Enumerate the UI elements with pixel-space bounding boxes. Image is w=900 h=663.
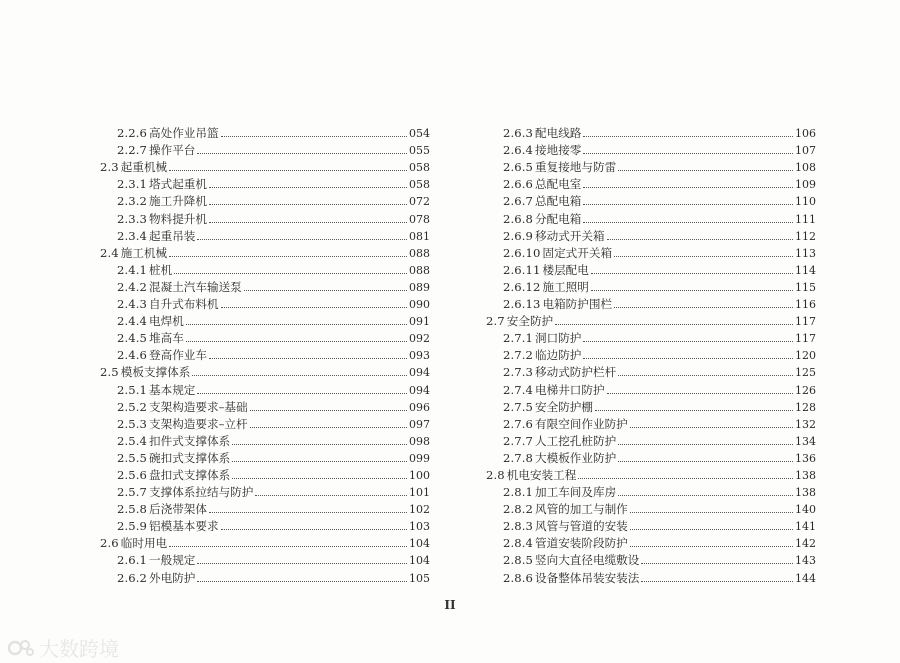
toc-entry-number: 2.2.7 [117, 143, 147, 158]
toc-entry-page: 138 [795, 486, 816, 500]
toc-entry-page: 110 [795, 195, 816, 209]
toc-subsection-entry [486, 278, 816, 295]
toc-dot-leader [232, 444, 407, 445]
toc-entry-number: 2.7.7 [503, 433, 533, 448]
toc-subsection-entry [486, 500, 816, 517]
toc-entry-title: 配电线路 [535, 126, 582, 141]
toc-subsection-entry [100, 568, 430, 585]
toc-entry-title: 碗扣式支撑体系 [149, 450, 231, 465]
toc-entry-page: 106 [795, 127, 816, 141]
toc-entry-page: 078 [409, 212, 430, 226]
toc-dot-leader [250, 427, 407, 428]
page-number: II [444, 598, 456, 612]
toc-entry-number: 2.5.3 [117, 416, 147, 431]
toc-dot-leader [630, 546, 793, 547]
toc-entry-title: 支撑体系拉结与防护 [149, 485, 254, 500]
toc-entry-title: 电梯井口防护 [535, 382, 605, 397]
toc-entry-page: 128 [795, 400, 816, 414]
toc-entry-title: 风管与管道的安装 [535, 519, 628, 534]
toc-section-entry [100, 158, 430, 175]
toc-entry-number: 2.6.10 [503, 245, 541, 260]
toc-dot-leader [232, 461, 407, 462]
toc-entry-number: 2.5.9 [117, 519, 147, 534]
toc-entry-page: 088 [409, 263, 430, 277]
toc-subsection-entry [100, 175, 430, 192]
toc-entry-title: 移动式防护栏杆 [535, 365, 617, 380]
toc-entry-number: 2.6.5 [503, 160, 533, 175]
toc-entry-page: 058 [409, 161, 430, 175]
toc-entry-number: 2.6.2 [117, 570, 147, 585]
toc-dot-leader [174, 273, 407, 274]
toc-subsection-entry [486, 449, 816, 466]
toc-section-entry [100, 244, 430, 261]
toc-entry-number: 2.3.4 [117, 228, 147, 243]
toc-subsection-entry [100, 432, 430, 449]
toc-entry-page: 096 [409, 400, 430, 414]
toc-entry-number: 2.4.6 [117, 348, 147, 363]
watermark [7, 633, 119, 662]
toc-entry-number: 2.5.7 [117, 485, 147, 500]
toc-entry-page: 112 [795, 229, 816, 243]
toc-entry-page: 090 [409, 298, 430, 312]
toc-dot-leader [607, 393, 793, 394]
toc-subsection-entry [100, 483, 430, 500]
toc-entry-page: 115 [795, 280, 816, 294]
toc-entry-title: 电箱防护围栏 [542, 297, 613, 312]
toc-entry-page: 141 [795, 520, 816, 534]
toc-subsection-entry [486, 346, 816, 363]
toc-entry-title: 临时用电 [120, 536, 168, 551]
toc-entry-title: 塔式起重机 [149, 177, 207, 192]
toc-entry-number: 2.7.8 [503, 450, 533, 465]
toc-entry-title: 操作平台 [149, 143, 196, 158]
toc-subsection-entry [486, 124, 816, 141]
toc-dot-leader [244, 290, 407, 291]
toc-subsection-entry [486, 398, 816, 415]
toc-dot-leader [618, 375, 793, 376]
toc-subsection-entry [100, 329, 430, 346]
toc-entry-title: 施工机械 [120, 245, 168, 260]
toc-entry-title: 施工升降机 [149, 194, 207, 209]
toc-entry-title: 起重吊装 [149, 228, 196, 243]
toc-entry-page: 093 [409, 349, 430, 363]
toc-entry-title: 接地接零 [535, 143, 582, 158]
toc-subsection-entry [486, 227, 816, 244]
toc-dot-leader [583, 187, 793, 188]
toc-entry-number: 2.6.1 [117, 553, 147, 568]
toc-subsection-entry [100, 192, 430, 209]
toc-entry-title: 混凝土汽车输送泵 [149, 279, 242, 294]
toc-dot-leader [583, 153, 793, 154]
toc-entry-number: 2.6.11 [503, 262, 541, 277]
toc-entry-number: 2.5.4 [117, 433, 147, 448]
toc-entry-page: 134 [795, 434, 816, 448]
toc-dot-leader [583, 222, 793, 223]
toc-entry-number: 2.4 [100, 245, 119, 260]
toc-dot-leader [197, 153, 407, 154]
toc-subsection-entry [486, 551, 816, 568]
toc-entry-page: 103 [409, 520, 430, 534]
toc-entry-title: 支架构造要求–基础 [149, 399, 248, 414]
toc-dot-leader [255, 495, 407, 496]
toc-dot-leader [591, 273, 793, 274]
toc-entry-page: 120 [795, 349, 816, 363]
toc-subsection-entry [486, 261, 816, 278]
toc-entry-title: 风管的加工与制作 [535, 502, 628, 517]
toc-entry-number: 2.2.6 [117, 126, 147, 141]
toc-entry-page: 125 [795, 366, 816, 380]
toc-subsection-entry [486, 192, 816, 209]
toc-entry-page: 058 [409, 178, 430, 192]
toc-entry-title: 安全防护棚 [535, 399, 593, 414]
toc-entry-number: 2.4.3 [117, 297, 147, 312]
toc-entry-title: 物料提升机 [149, 211, 207, 226]
toc-entry-title: 总配电箱 [535, 194, 582, 209]
toc-entry-title: 电焊机 [149, 314, 184, 329]
toc-entry-number: 2.8.4 [503, 536, 533, 551]
toc-dot-leader [583, 341, 793, 342]
toc-section-entry [100, 534, 430, 551]
toc-dot-leader [583, 136, 793, 137]
toc-entry-title: 大模板作业防护 [535, 450, 617, 465]
toc-entry-page: 140 [795, 503, 816, 517]
toc-entry-page: 104 [409, 537, 430, 551]
toc-entry-page: 088 [409, 246, 430, 260]
toc-dot-leader [169, 546, 407, 547]
toc-entry-title: 固定式开关箱 [542, 245, 613, 260]
toc-entry-page: 114 [795, 263, 816, 277]
toc-entry-number: 2.6.13 [503, 297, 541, 312]
toc-dot-leader [192, 375, 407, 376]
toc-left-column [100, 124, 430, 586]
toc-entry-number: 2.6 [100, 536, 119, 551]
toc-dot-leader [591, 290, 793, 291]
toc-subsection-entry [100, 415, 430, 432]
toc-entry-title: 起重机械 [120, 160, 168, 175]
toc-dot-leader [641, 563, 793, 564]
toc-entry-title: 竖向大直径电缆敷设 [535, 553, 640, 568]
toc-entry-title: 桩机 [149, 262, 173, 277]
toc-subsection-entry [100, 124, 430, 141]
toc-entry-number: 2.8.1 [503, 485, 533, 500]
toc-entry-title: 一般规定 [149, 553, 196, 568]
toc-entry-title: 临边防护 [535, 348, 582, 363]
toc-dot-leader [169, 170, 407, 171]
toc-subsection-entry [100, 209, 430, 226]
toc-subsection-entry [486, 209, 816, 226]
toc-entry-number: 2.7.5 [503, 399, 533, 414]
toc-dot-leader [618, 461, 793, 462]
toc-dot-leader [197, 581, 407, 582]
toc-entry-title: 自升式布料机 [149, 297, 219, 312]
toc-entry-title: 楼层配电 [542, 262, 589, 277]
toc-dot-leader [250, 410, 407, 411]
toc-entry-title: 外电防护 [149, 570, 196, 585]
toc-dot-leader [221, 136, 407, 137]
toc-entry-page: 143 [795, 554, 816, 568]
toc-entry-title: 有限空间作业防护 [535, 416, 628, 431]
toc-entry-page: 097 [409, 417, 430, 431]
toc-dot-leader [209, 358, 407, 359]
toc-entry-title: 重复接地与防雷 [535, 160, 617, 175]
toc-dot-leader [209, 187, 407, 188]
toc-entry-title: 加工车间及库房 [535, 485, 617, 500]
toc-dot-leader [209, 204, 407, 205]
toc-entry-number: 2.8.5 [503, 553, 533, 568]
toc-entry-page: 116 [795, 298, 816, 312]
toc-dot-leader [197, 393, 407, 394]
toc-entry-title: 高处作业吊篮 [149, 126, 219, 141]
toc-entry-number: 2.5.5 [117, 450, 147, 465]
toc-subsection-entry [100, 449, 430, 466]
toc-dot-leader [595, 410, 793, 411]
toc-entry-title: 机电安装工程 [506, 467, 577, 482]
toc-subsection-entry [486, 517, 816, 534]
toc-entry-number: 2.3.3 [117, 211, 147, 226]
toc-entry-page: 098 [409, 434, 430, 448]
toc-subsection-entry [486, 380, 816, 397]
toc-subsection-entry [100, 551, 430, 568]
toc-entry-page: 104 [409, 554, 430, 568]
toc-dot-leader [232, 478, 407, 479]
toc-entry-number: 2.8.2 [503, 502, 533, 517]
toc-entry-page: 099 [409, 451, 430, 465]
toc-entry-number: 2.6.4 [503, 143, 533, 158]
toc-entry-number: 2.4.2 [117, 279, 147, 294]
toc-dot-leader [630, 512, 793, 513]
toc-entry-number: 2.6.6 [503, 177, 533, 192]
toc-subsection-entry [486, 568, 816, 585]
toc-entry-title: 扣件式支撑体系 [149, 433, 231, 448]
toc-subsection-entry [100, 227, 430, 244]
toc-entry-number: 2.4.4 [117, 314, 147, 329]
toc-entry-title: 管道安装阶段防护 [535, 536, 628, 551]
toc-dot-leader [578, 478, 793, 479]
toc-entry-page: 126 [795, 383, 816, 397]
toc-entry-title: 分配电箱 [535, 211, 582, 226]
toc-entry-title: 设备整体吊装安装法 [535, 570, 640, 585]
toc-subsection-entry [100, 278, 430, 295]
toc-subsection-entry [100, 398, 430, 415]
toc-entry-number: 2.4.5 [117, 331, 147, 346]
toc-entry-number: 2.7.3 [503, 365, 533, 380]
toc-entry-page: 094 [409, 366, 430, 380]
toc-entry-page: 108 [795, 161, 816, 175]
toc-dot-leader [221, 529, 407, 530]
toc-entry-number: 2.7.2 [503, 348, 533, 363]
toc-entry-title: 盘扣式支撑体系 [149, 467, 231, 482]
toc-entry-page: 117 [795, 315, 816, 329]
toc-section-entry [100, 363, 430, 380]
toc-entry-page: 105 [409, 571, 430, 585]
toc-entry-number: 2.6.7 [503, 194, 533, 209]
toc-subsection-entry [486, 244, 816, 261]
toc-section-entry [486, 466, 816, 483]
toc-subsection-entry [486, 158, 816, 175]
toc-entry-page: 091 [409, 315, 430, 329]
toc-dot-leader [630, 529, 793, 530]
toc-entry-number: 2.5.2 [117, 399, 147, 414]
toc-entry-number: 2.8 [486, 467, 505, 482]
toc-subsection-entry [100, 346, 430, 363]
toc-entry-number: 2.4.1 [117, 262, 147, 277]
toc-right-column [486, 124, 816, 586]
toc-subsection-entry [486, 534, 816, 551]
toc-entry-page: 101 [409, 486, 430, 500]
toc-subsection-entry [100, 517, 430, 534]
toc-entry-number: 2.3 [100, 160, 119, 175]
toc-entry-title: 人工挖孔桩防护 [535, 433, 617, 448]
toc-entry-number: 2.6.8 [503, 211, 533, 226]
toc-dot-leader [618, 170, 793, 171]
toc-dot-leader [197, 563, 407, 564]
toc-dot-leader [641, 581, 793, 582]
toc-subsection-entry [100, 261, 430, 278]
toc-entry-page: 111 [795, 212, 816, 226]
toc-entry-title: 安全防护 [506, 314, 554, 329]
toc-subsection-entry [486, 295, 816, 312]
toc-entry-number: 2.7 [486, 314, 505, 329]
toc-entry-page: 136 [795, 451, 816, 465]
toc-entry-title: 后浇带架体 [149, 502, 207, 517]
toc-dot-leader [555, 324, 793, 325]
toc-entry-number: 2.7.6 [503, 416, 533, 431]
toc-dot-leader [614, 256, 793, 257]
toc-subsection-entry [100, 295, 430, 312]
toc-dot-leader [221, 307, 407, 308]
toc-entry-title: 铝模基本要求 [149, 519, 219, 534]
toc-subsection-entry [486, 415, 816, 432]
toc-subsection-entry [100, 141, 430, 158]
toc-entry-number: 2.5.1 [117, 382, 147, 397]
toc-entry-number: 2.8.6 [503, 570, 533, 585]
toc-dot-leader [618, 495, 793, 496]
toc-subsection-entry [486, 329, 816, 346]
toc-entry-page: 109 [795, 178, 816, 192]
toc-dot-leader [614, 307, 793, 308]
toc-entry-page: 144 [795, 571, 816, 585]
toc-subsection-entry [486, 432, 816, 449]
toc-entry-page: 100 [409, 468, 430, 482]
toc-subsection-entry [100, 500, 430, 517]
toc-entry-number: 2.3.2 [117, 194, 147, 209]
toc-entry-page: 054 [409, 127, 430, 141]
toc-dot-leader [186, 324, 407, 325]
toc-entry-number: 2.8.3 [503, 519, 533, 534]
toc-dot-leader [630, 427, 793, 428]
toc-subsection-entry [100, 380, 430, 397]
toc-subsection-entry [100, 312, 430, 329]
toc-dot-leader [209, 512, 407, 513]
toc-entry-number: 2.5.8 [117, 502, 147, 517]
toc-entry-number: 2.6.9 [503, 228, 533, 243]
toc-entry-page: 117 [795, 332, 816, 346]
toc-entry-page: 094 [409, 383, 430, 397]
toc-entry-page: 113 [795, 246, 816, 260]
toc-entry-number: 2.5 [100, 365, 119, 380]
watermark-text: 大数跨境 [39, 637, 119, 661]
toc-entry-title: 登高作业车 [149, 348, 207, 363]
toc-entry-page: 089 [409, 280, 430, 294]
toc-entry-title: 支架构造要求–立杆 [149, 416, 248, 431]
toc-entry-title: 总配电室 [535, 177, 582, 192]
toc-entry-title: 洞口防护 [535, 331, 582, 346]
toc-entry-page: 142 [795, 537, 816, 551]
toc-entry-page: 081 [409, 229, 430, 243]
toc-entry-number: 2.3.1 [117, 177, 147, 192]
toc-entry-page: 132 [795, 417, 816, 431]
toc-entry-page: 102 [409, 503, 430, 517]
toc-entry-title: 模板支撑体系 [120, 365, 191, 380]
toc-dot-leader [197, 239, 407, 240]
toc-subsection-entry [100, 466, 430, 483]
toc-dot-leader [169, 256, 407, 257]
toc-dot-leader [583, 358, 793, 359]
toc-dot-leader [618, 444, 793, 445]
toc-entry-number: 2.6.3 [503, 126, 533, 141]
toc-entry-page: 055 [409, 144, 430, 158]
toc-dot-leader [186, 341, 407, 342]
toc-entry-number: 2.5.6 [117, 467, 147, 482]
toc-section-entry [486, 312, 816, 329]
toc-dot-leader [607, 239, 793, 240]
toc-entry-number: 2.7.4 [503, 382, 533, 397]
toc-entry-title: 基本规定 [149, 382, 196, 397]
toc-entry-title: 移动式开关箱 [535, 228, 605, 243]
toc-entry-number: 2.6.12 [503, 279, 541, 294]
toc-subsection-entry [486, 363, 816, 380]
toc-entry-page: 138 [795, 468, 816, 482]
toc-entry-title: 施工照明 [542, 279, 589, 294]
toc-dot-leader [583, 204, 793, 205]
toc-entry-page: 072 [409, 195, 430, 209]
toc-subsection-entry [486, 483, 816, 500]
toc-entry-page: 092 [409, 332, 430, 346]
toc-subsection-entry [486, 175, 816, 192]
toc-subsection-entry [486, 141, 816, 158]
toc-entry-page: 107 [795, 144, 816, 158]
toc-entry-title: 堆高车 [149, 331, 184, 346]
toc-dot-leader [209, 222, 407, 223]
dashu-logo-icon [7, 637, 35, 659]
toc-entry-number: 2.7.1 [503, 331, 533, 346]
